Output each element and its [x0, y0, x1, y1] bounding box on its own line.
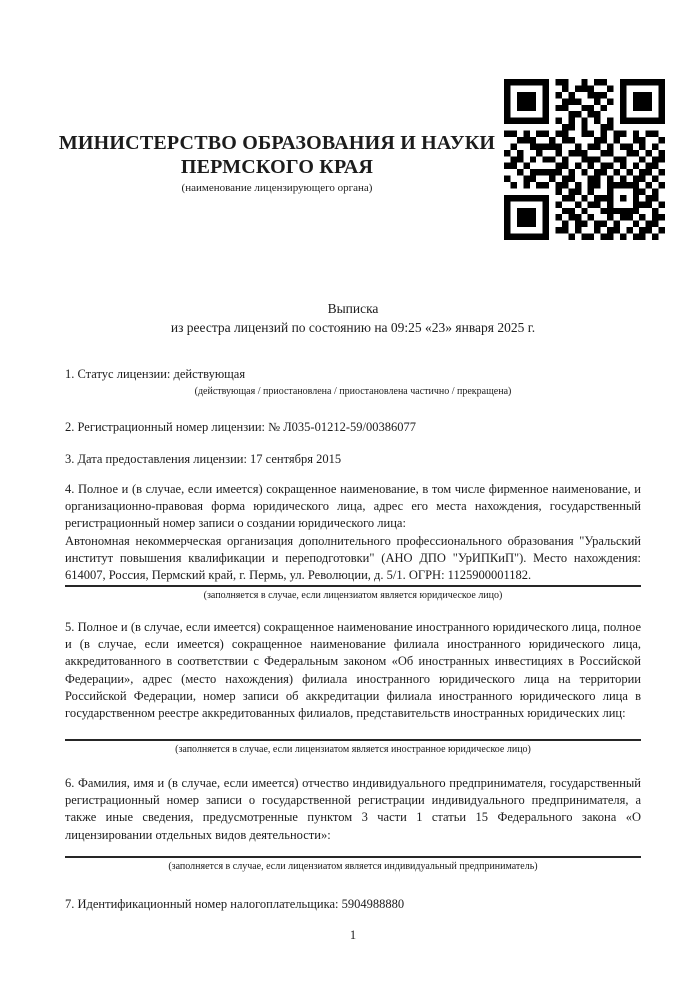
- registration-number-line: 2. Регистрационный номер лицензии: № Л035-01212-59/00386077: [65, 420, 416, 434]
- entrepreneur-section: [65, 775, 641, 873]
- foreign-entity-caption: (заполняется в случае, если лицензиатом является иностранное юридическое лицо): [175, 744, 531, 756]
- foreign-entity-section: [65, 619, 641, 756]
- foreign-entity-label: 5. Полное и (в случае, если имеется) сокращенное наименование иностранного юридического лица, полное и (в случае, если имеется) сокращенное наименование филиала иностранного юридического лица, аккредитованного в соответствии с Федеральным законом «Об иностранных инвестициях в Российской Федерации», адрес (место нахождения) филиала иностранного юридического лица на территории Российской Федерации, номер записи об аккредитации филиала иностранного юридического лица в государственном реестре аккредитованных филиалов, представительств иностранных юридических лиц:: [65, 620, 641, 721]
- license-status-section: [65, 366, 641, 398]
- foreign-entity-fill-block: [65, 619, 641, 741]
- legal-entity-section: [65, 481, 641, 602]
- qr-code: [504, 79, 665, 240]
- ministry-caption: (наименование лицензирующего органа): [181, 182, 373, 194]
- license-status-line: 1. Статус лицензии: действующая: [65, 367, 246, 381]
- grant-date-line: 3. Дата предоставления лицензии: 17 сентября 2015: [65, 452, 342, 466]
- entrepreneur-caption: (заполняется в случае, если лицензиатом является индивидуальный предприниматель): [168, 860, 538, 872]
- page-number: 1: [349, 928, 357, 942]
- entrepreneur-fill-block: [65, 775, 641, 858]
- license-status-caption: (действующая / приостановлена / приостановлена частично / прекращена): [194, 386, 512, 398]
- ministry-name-line1: МИНИСТЕРСТВО ОБРАЗОВАНИЯ И НАУКИ: [58, 132, 496, 154]
- legal-entity-fill-block: [65, 481, 641, 587]
- entrepreneur-label: 6. Фамилия, имя и (в случае, если имеется) отчество индивидуального предпринимателя, государственный регистрационный номер записи о государственной регистрации индивидуального предпринимателя, а также иные сведения, предусмотренные пунктом 3 части 1 статьи 15 Федерального закона «О лицензировании отдельных видов деятельности»:: [65, 776, 641, 842]
- qr-code-svg: [504, 79, 665, 240]
- ministry-header: [58, 131, 496, 195]
- ministry-name-line2: ПЕРМСКОГО КРАЯ: [180, 156, 374, 178]
- inn-line: 7. Идентификационный номер налогоплательщика: 5904988880: [65, 897, 405, 911]
- extract-subtitle: из реестра лицензий по состоянию на 09:25 «23» января 2025 г.: [170, 320, 536, 335]
- legal-entity-caption: (заполняется в случае, если лицензиатом является юридическое лицо): [203, 590, 503, 602]
- legal-entity-label: 4. Полное и (в случае, если имеется) сокращенное наименование, в том числе фирменное наименование, и организационно-правовая форма юридического лица, адрес его места нахождения, государственный регистрационный номер записи о создании юридического лица:: [65, 482, 641, 531]
- legal-entity-value: Автономная некоммерческая организация дополнительного профессионального образования "Уральский институт повышения квалификации и переподготовки" (АНО ДПО "УрИПКиП"). Место нахождения: 614007, Россия, Пермский край, г. Пермь, ул. Революции, д. 5/1. ОГРН: 1125900001182.: [65, 533, 641, 583]
- extract-title-block: [65, 299, 641, 337]
- extract-title: Выписка: [327, 301, 379, 316]
